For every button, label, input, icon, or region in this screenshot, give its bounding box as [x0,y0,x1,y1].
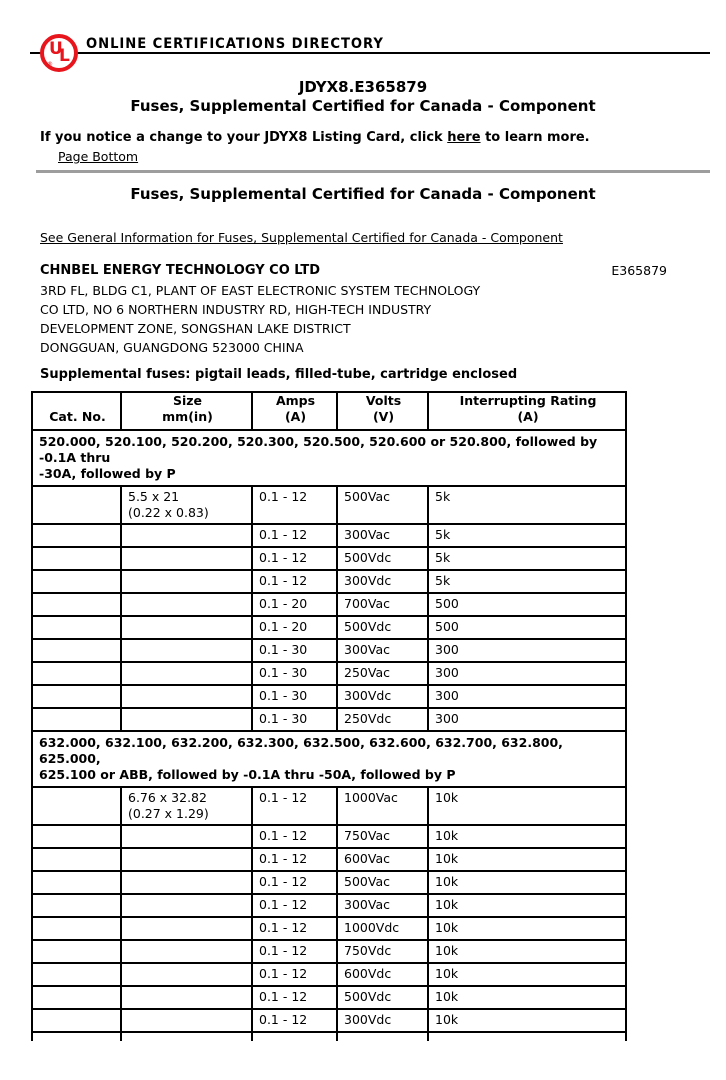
cell-interrupting-rating: 5k [435,550,451,565]
cell-cat-no [33,663,122,684]
cell-volts: 750Vac [338,826,429,847]
cell-amps: 0.1 - 12 [253,987,338,1008]
cell-amps: 0.1 - 12 [253,1010,338,1031]
registered-mark-icon: ® [47,61,53,68]
table-row [33,487,625,525]
cell-cat-no [33,826,122,847]
cell-cat-no [33,1010,122,1031]
cell-interrupting-rating: 10k [435,1012,459,1027]
table-row [33,849,625,872]
cell-volts: 1000Vdc [338,918,429,939]
cell-amps: 0.1 - 12 [253,918,338,939]
cell-size [122,1010,253,1031]
cell-volts: 300Vac [338,525,429,546]
cell-amps: 0.1 - 20 [253,594,338,615]
table-row [33,709,625,732]
page [0,28,726,1080]
cell-amps: 0.1 - 20 [253,617,338,638]
cell-size [122,987,253,1008]
cell-interrupting-rating: 5k [435,489,451,504]
cell-volts: 300Vdc [338,1010,429,1031]
section-heading-row: 632.000, 632.100, 632.200, 632.300, 632.500, 632.600, 632.700, 632.800, 625.000, 625.100 or ABB, followed by -0.1A thru -50A, followed by P [33,732,625,788]
cell-interrupting-rating: 300 [435,665,459,680]
cell-cat-no [33,918,122,939]
cell-interrupting-rating: 10k [435,897,459,912]
table-row [33,788,625,826]
address-line: CO LTD, NO 6 NORTHERN INDUSTRY RD, HIGH-TECH INDUSTRY [40,302,432,317]
page-bottom-link[interactable]: Page Bottom [58,149,139,164]
cell-cat-no [33,849,122,870]
table-row-partial [33,1033,625,1041]
table-row [33,826,625,849]
listing-table [31,391,627,1041]
cell-interrupting-rating: 10k [435,828,459,843]
col-header-cat-no: Cat. No. [33,393,122,429]
address-line: DONGGUAN, GUANGDONG 523000 CHINA [40,340,304,355]
cell-volts: 250Vdc [338,709,429,730]
cell-amps: 0.1 - 30 [253,686,338,707]
cell-interrupting-rating: 300 [435,642,459,657]
cell-amps: 0.1 - 12 [253,872,338,893]
table-row [33,1010,625,1033]
cell-size [122,941,253,962]
cell-volts: 500Vdc [338,548,429,569]
table-row [33,918,625,941]
table-row [33,987,625,1010]
cell-cat-no [33,872,122,893]
col-header-size: Size mm(in) [122,393,253,429]
cell-amps: 0.1 - 12 [253,964,338,985]
address-line: DEVELOPMENT ZONE, SONGSHAN LAKE DISTRICT [40,321,351,336]
product-description: Supplemental fuses: pigtail leads, filled-tube, cartridge enclosed [40,367,518,382]
cell-amps: 0.1 - 12 [253,487,338,523]
cell-size [122,709,253,730]
cell-cat-no [33,487,122,523]
cell-amps: 0.1 - 12 [253,895,338,916]
cell-cat-no [33,594,122,615]
cell-amps: 0.1 - 30 [253,640,338,661]
cell-amps: 0.1 - 12 [253,548,338,569]
col-header-interrupting-rating: Interrupting Rating (A) [459,393,597,424]
table-row [33,941,625,964]
cell-cat-no [33,525,122,546]
cell-amps: 0.1 - 30 [253,663,338,684]
cell-empty [338,1033,429,1041]
cell-volts: 300Vdc [338,686,429,707]
cell-cat-no [33,709,122,730]
cell-size [122,594,253,615]
table-header-row [33,393,625,431]
cell-cat-no [33,686,122,707]
cell-interrupting-rating: 10k [435,790,459,805]
table-row [33,594,625,617]
cell-volts: 700Vac [338,594,429,615]
cell-interrupting-rating: 10k [435,966,459,981]
table-row [33,663,625,686]
cell-cat-no [33,548,122,569]
cell-volts: 300Vdc [338,571,429,592]
cell-size [122,525,253,546]
table-row [33,895,625,918]
cell-cat-no [33,617,122,638]
page-title-code: JDYX8.E365879 [298,78,428,96]
cell-cat-no [33,640,122,661]
cell-interrupting-rating: 300 [435,711,459,726]
table-row [33,525,625,548]
cell-size [122,686,253,707]
col-header-volts: Volts (V) [338,393,429,429]
cell-volts: 500Vac [338,872,429,893]
ul-logo-letter-l: L [59,46,70,66]
table-row [33,640,625,663]
cell-empty [33,1033,122,1041]
table-row [33,617,625,640]
cell-size [122,617,253,638]
cell-volts: 300Vac [338,640,429,661]
address-line: 3RD FL, BLDG C1, PLANT OF EAST ELECTRONIC SYSTEM TECHNOLOGY [40,283,481,298]
cell-cat-no [33,788,122,824]
cell-volts: 750Vdc [338,941,429,962]
cell-cat-no [33,964,122,985]
section-heading: Fuses, Supplemental Certified for Canada - Component [130,185,596,203]
cell-cat-no [33,941,122,962]
cell-interrupting-rating: 500 [435,619,459,634]
cell-size [122,571,253,592]
cell-size [122,548,253,569]
cell-size [122,849,253,870]
table-row [33,548,625,571]
cell-size [122,918,253,939]
cell-interrupting-rating: 10k [435,874,459,889]
file-number: E365879 [611,263,667,278]
table-row [33,872,625,895]
cell-interrupting-rating: 300 [435,688,459,703]
top-brand-bar [30,28,710,68]
company-address [40,281,726,357]
cell-volts: 300Vac [338,895,429,916]
cell-interrupting-rating: 5k [435,573,451,588]
col-header-amps: Amps (A) [253,393,338,429]
notice-before: If you notice a change to your JDYX8 Listing Card, click [40,130,448,145]
cell-amps: 0.1 - 12 [253,826,338,847]
company-name: CHNBEL ENERGY TECHNOLOGY CO LTD [40,263,321,278]
cell-empty [429,1033,625,1041]
general-info-link[interactable]: See General Information for Fuses, Supplemental Certified for Canada - Component [40,230,563,245]
brand-title: ONLINE CERTIFICATIONS DIRECTORY [86,36,384,52]
cell-size [122,826,253,847]
table-row [33,964,625,987]
cell-volts: 500Vdc [338,987,429,1008]
table-body [33,431,625,1041]
cell-volts: 250Vac [338,663,429,684]
cell-cat-no [33,895,122,916]
cell-amps: 0.1 - 30 [253,709,338,730]
cell-interrupting-rating: 10k [435,943,459,958]
cell-size [122,872,253,893]
cell-size [122,964,253,985]
here-link[interactable]: here [447,130,481,145]
cell-volts: 500Vdc [338,617,429,638]
table-row [33,686,625,709]
cell-interrupting-rating: 10k [435,920,459,935]
cell-interrupting-rating: 10k [435,989,459,1004]
page-title-category: Fuses, Supplemental Certified for Canada - Component [130,97,596,115]
title-block [0,78,726,116]
divider-rule [36,170,710,173]
cell-volts: 500Vac [338,487,429,523]
ul-logo-letter-u: U [49,39,63,59]
cell-amps: 0.1 - 12 [253,571,338,592]
notice-after: to learn more. [480,130,590,145]
cell-cat-no [33,571,122,592]
section-heading-row: 520.000, 520.100, 520.200, 520.300, 520.500, 520.600 or 520.800, followed by -0.1A thru -30A, followed by P [33,431,625,487]
notice-text [40,130,726,146]
company-row [40,263,710,278]
cell-empty [253,1033,338,1041]
cell-amps: 0.1 - 12 [253,849,338,870]
cell-empty [122,1033,253,1041]
cell-volts: 600Vac [338,849,429,870]
cell-interrupting-rating: 500 [435,596,459,611]
cell-volts: 1000Vac [338,788,429,824]
cell-amps: 0.1 - 12 [253,941,338,962]
table-row [33,571,625,594]
cell-volts: 600Vdc [338,964,429,985]
cell-size [122,895,253,916]
cell-size [122,663,253,684]
cell-size: 6.76 x 32.82 (0.27 x 1.29) [122,788,253,824]
ul-logo-icon [40,34,78,72]
cell-size: 5.5 x 21 (0.22 x 0.83) [122,487,253,523]
cell-cat-no [33,987,122,1008]
cell-interrupting-rating: 10k [435,851,459,866]
cell-amps: 0.1 - 12 [253,525,338,546]
cell-amps: 0.1 - 12 [253,788,338,824]
cell-size [122,640,253,661]
cell-interrupting-rating: 5k [435,527,451,542]
